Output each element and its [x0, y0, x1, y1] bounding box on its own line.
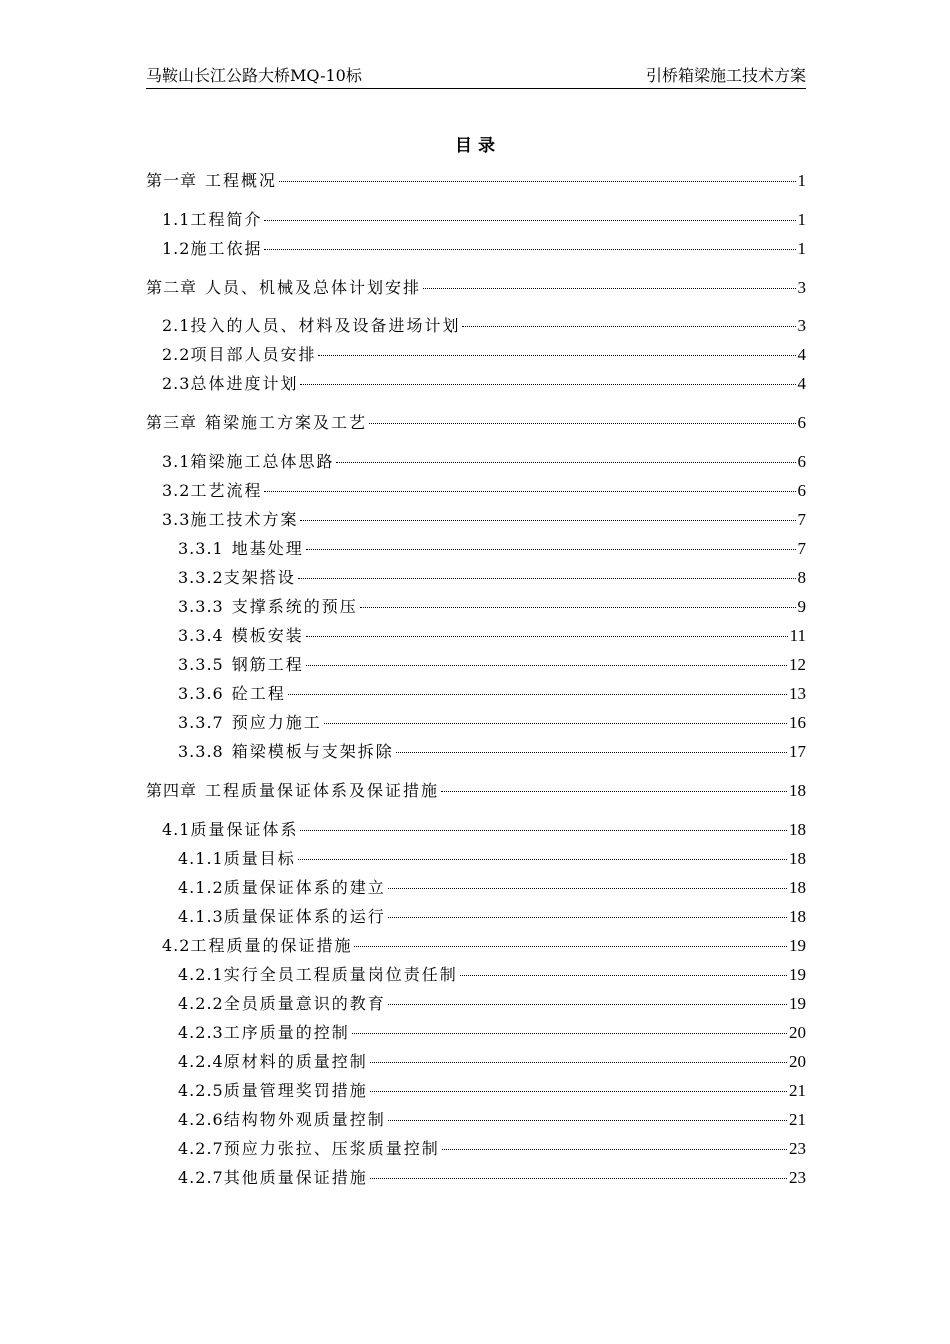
toc-entry-subsection-4-1-2[interactable] [178, 876, 806, 900]
dot-leader [298, 578, 796, 579]
dot-leader [300, 830, 787, 831]
toc-entry-page: 12 [789, 655, 806, 674]
toc-entry-number: 4.1.1 [178, 849, 224, 868]
toc-entry-label: 实行全员工程质量岗位责任制 [223, 965, 458, 984]
dot-leader [388, 1120, 787, 1121]
dot-leader [324, 723, 787, 724]
toc-entry-page: 18 [789, 849, 806, 868]
toc-entry-page: 7 [797, 510, 806, 529]
toc-entry-label: 全员质量意识的教育 [223, 994, 386, 1013]
dot-leader [369, 423, 795, 424]
toc-entry-page: 18 [789, 820, 806, 839]
toc-entry-subsection-3-3-8[interactable] [178, 740, 806, 764]
dot-leader [370, 1178, 787, 1179]
toc-entry-page: 18 [789, 878, 806, 897]
toc-entry-label: 工程质量的保证措施 [190, 936, 353, 955]
dot-leader [336, 462, 795, 463]
toc-entry-page: 23 [789, 1139, 806, 1158]
toc-entry-section-3-1[interactable] [162, 450, 806, 474]
toc-entry-label: 工艺流程 [190, 481, 263, 500]
toc-entry-label: 质量保证体系的建立 [223, 878, 386, 897]
toc-entry-page: 3 [797, 316, 806, 335]
toc-entry-label: 箱梁施工方案及工艺 [205, 413, 368, 432]
toc-entry-subsection-4-1-3[interactable] [178, 905, 806, 929]
toc-entry-label: 总体进度计划 [190, 374, 299, 393]
toc-entry-subsection-4-2-6[interactable] [178, 1108, 806, 1132]
toc-entry-subsection-3-3-7[interactable] [178, 711, 806, 735]
dot-leader [388, 917, 787, 918]
toc-entry-page: 7 [797, 539, 806, 558]
toc-entry-number: 4.1.3 [178, 907, 224, 926]
dot-leader [306, 636, 788, 637]
toc-entry-number: 4.2.7 [178, 1168, 224, 1187]
toc-entry-number: 2.3 [162, 374, 191, 393]
toc-entry-number: 3.3.4 [178, 626, 224, 645]
toc-title: 目 录 [455, 136, 495, 156]
toc-entry-number: 3.3.3 [178, 597, 224, 616]
toc-entry-section-1-1[interactable] [162, 208, 806, 232]
toc-entry-page: 11 [789, 626, 806, 645]
dot-leader [370, 1062, 787, 1063]
dot-leader [360, 607, 796, 608]
toc-entry-label: 砼工程 [231, 684, 286, 703]
dot-leader [388, 888, 787, 889]
toc-entry-section-4-2[interactable] [162, 934, 806, 958]
dot-leader [442, 1149, 787, 1150]
toc-entry-number: 第四章 [146, 781, 198, 800]
toc-entry-subsection-4-2-3[interactable] [178, 1021, 806, 1045]
toc-entry-subsection-4-2-2[interactable] [178, 992, 806, 1016]
toc-entry-number: 4.2.7 [178, 1139, 224, 1158]
toc-entry-subsection-3-3-6[interactable] [178, 682, 806, 706]
dot-leader [396, 752, 787, 753]
toc-entry-page: 6 [797, 481, 806, 500]
toc-entry-label: 钢筋工程 [231, 655, 304, 674]
toc-entry-subsection-4-2-1[interactable] [178, 963, 806, 987]
toc-entry-page: 20 [789, 1023, 806, 1042]
toc-entry-label: 人员、机械及总体计划安排 [205, 278, 422, 297]
toc-entry-subsection-3-3-3[interactable] [178, 595, 806, 619]
dot-leader [423, 288, 795, 289]
dot-leader [388, 1004, 787, 1005]
dot-leader [288, 694, 787, 695]
dot-leader [460, 975, 787, 976]
toc-entry-page: 1 [797, 239, 806, 258]
toc-entry-label: 质量目标 [223, 849, 296, 868]
toc-entry-label: 预应力施工 [231, 713, 322, 732]
dot-leader [300, 384, 795, 385]
toc-entry-page: 18 [789, 781, 806, 800]
toc-entry-label: 投入的人员、材料及设备进场计划 [190, 316, 461, 335]
toc-entry-label: 工序质量的控制 [223, 1023, 350, 1042]
dot-leader [441, 791, 787, 792]
toc-entry-label: 工程概况 [205, 171, 278, 190]
toc-entry-number: 1.2 [162, 239, 191, 258]
toc-entry-page: 20 [789, 1052, 806, 1071]
dot-leader [462, 326, 795, 327]
toc-entry-label: 质量保证体系 [190, 820, 299, 839]
toc-entry-page: 1 [797, 210, 806, 229]
toc-entry-page: 4 [797, 345, 806, 364]
toc-entry-number: 3.3 [162, 510, 191, 529]
toc-entry-label: 地基处理 [231, 539, 304, 558]
toc-entry-number: 3.3.1 [178, 539, 224, 558]
toc-entry-chapter-1[interactable] [146, 169, 806, 193]
toc-entry-page: 21 [789, 1110, 806, 1129]
toc-entry-subsection-3-3-1[interactable] [178, 537, 806, 561]
toc-entry-section-3-2[interactable] [162, 479, 806, 503]
toc-entry-chapter-4[interactable] [146, 779, 806, 803]
toc-entry-label: 施工技术方案 [190, 510, 299, 529]
toc-entry-page: 19 [789, 965, 806, 984]
toc-entry-page: 8 [797, 568, 806, 587]
toc-entry-section-2-1[interactable] [162, 314, 806, 338]
toc-entry-label: 箱梁模板与支架拆除 [231, 742, 394, 761]
toc-entry-section-2-3[interactable] [162, 372, 806, 396]
toc-entry-number: 3.1 [162, 452, 191, 471]
toc-entry-label: 支撑系统的预压 [231, 597, 358, 616]
toc-entry-page: 19 [789, 936, 806, 955]
dot-leader [300, 520, 795, 521]
toc-entry-page: 16 [789, 713, 806, 732]
toc-entry-number: 4.2.2 [178, 994, 224, 1013]
toc-entry-number: 第三章 [146, 413, 198, 432]
dot-leader [264, 220, 795, 221]
toc-entry-subsection-4-2-5[interactable] [178, 1079, 806, 1103]
dot-leader [352, 1033, 787, 1034]
toc-entry-page: 18 [789, 907, 806, 926]
dot-leader [264, 491, 795, 492]
toc-entry-page: 9 [797, 597, 806, 616]
toc-entry-page: 6 [797, 452, 806, 471]
toc-entry-subsection-4-1-1[interactable] [178, 847, 806, 871]
toc-entry-number: 3.3.2 [178, 568, 224, 587]
toc-entry-page: 17 [789, 742, 806, 761]
toc-entry-label: 预应力张拉、压浆质量控制 [223, 1139, 440, 1158]
toc-entry-label: 质量管理奖罚措施 [223, 1081, 368, 1100]
toc-entry-section-1-2[interactable] [162, 237, 806, 261]
toc-entry-number: 2.1 [162, 316, 191, 335]
toc-entry-page: 4 [797, 374, 806, 393]
toc-entry-subsection-3-3-5[interactable] [178, 653, 806, 677]
toc-entry-number: 4.1 [162, 820, 191, 839]
toc-entry-number: 1.1 [162, 210, 191, 229]
toc-entry-page: 1 [797, 171, 806, 190]
dot-leader [279, 181, 795, 182]
toc-entry-number: 3.3.8 [178, 742, 224, 761]
toc-entry-label: 原材料的质量控制 [223, 1052, 368, 1071]
toc-entry-subsection-4-2-7[interactable] [178, 1137, 806, 1161]
toc-entry-label: 结构物外观质量控制 [223, 1110, 386, 1129]
toc-entry-number: 3.3.7 [178, 713, 224, 732]
toc-entry-page: 13 [789, 684, 806, 703]
toc-entry-page: 23 [789, 1168, 806, 1187]
toc-entry-number: 3.3.5 [178, 655, 224, 674]
toc-entry-label: 其他质量保证措施 [223, 1168, 368, 1187]
toc-entry-number: 2.2 [162, 345, 191, 364]
toc-entry-subsection-4-2-4[interactable] [178, 1050, 806, 1074]
toc-entry-label: 施工依据 [190, 239, 263, 258]
toc-entry-label: 工程简介 [190, 210, 263, 229]
dot-leader [354, 946, 787, 947]
dot-leader [298, 859, 787, 860]
toc-entry-subsection-3-3-2[interactable] [178, 566, 806, 590]
toc-entry-label: 模板安装 [231, 626, 304, 645]
page-header [146, 64, 806, 89]
header-document-title: 引桥箱梁施工技术方案 [645, 66, 806, 85]
toc-entry-label: 工程质量保证体系及保证措施 [205, 781, 440, 800]
toc-entry-section-4-1[interactable] [162, 818, 806, 842]
toc-entry-number: 第二章 [146, 278, 198, 297]
toc-entry-number: 4.2.6 [178, 1110, 224, 1129]
toc-entry-number: 4.1.2 [178, 878, 224, 897]
toc-entry-number: 第一章 [146, 171, 198, 190]
toc-entry-label: 支架搭设 [223, 568, 296, 587]
toc-entry-number: 4.2.4 [178, 1052, 224, 1071]
toc-entry-section-3-3[interactable] [162, 508, 806, 532]
toc-entry-chapter-3[interactable] [146, 411, 806, 435]
toc-entry-number: 3.3.6 [178, 684, 224, 703]
toc-entry-number: 4.2.5 [178, 1081, 224, 1100]
dot-leader [264, 249, 795, 250]
dot-leader [306, 549, 796, 550]
dot-leader [306, 665, 787, 666]
toc-entry-page: 19 [789, 994, 806, 1013]
toc-entry-subsection-4-2-7-other[interactable] [178, 1166, 806, 1190]
toc-entry-number: 3.2 [162, 481, 191, 500]
header-project-name: 马鞍山长江公路大桥MQ-10标 [146, 66, 362, 85]
toc-entry-subsection-3-3-4[interactable] [178, 624, 806, 648]
toc-entry-page: 6 [797, 413, 806, 432]
toc-entry-section-2-2[interactable] [162, 343, 806, 367]
toc-entry-label: 箱梁施工总体思路 [190, 452, 335, 471]
toc-entry-page: 3 [797, 278, 806, 297]
toc-entry-label: 质量保证体系的运行 [223, 907, 386, 926]
toc-entry-number: 4.2.3 [178, 1023, 224, 1042]
dot-leader [318, 355, 795, 356]
toc-entry-number: 4.2 [162, 936, 191, 955]
toc-entry-page: 21 [789, 1081, 806, 1100]
toc-entry-chapter-2[interactable] [146, 276, 806, 300]
dot-leader [370, 1091, 787, 1092]
toc-entry-number: 4.2.1 [178, 965, 224, 984]
toc-entry-label: 项目部人员安排 [190, 345, 317, 364]
